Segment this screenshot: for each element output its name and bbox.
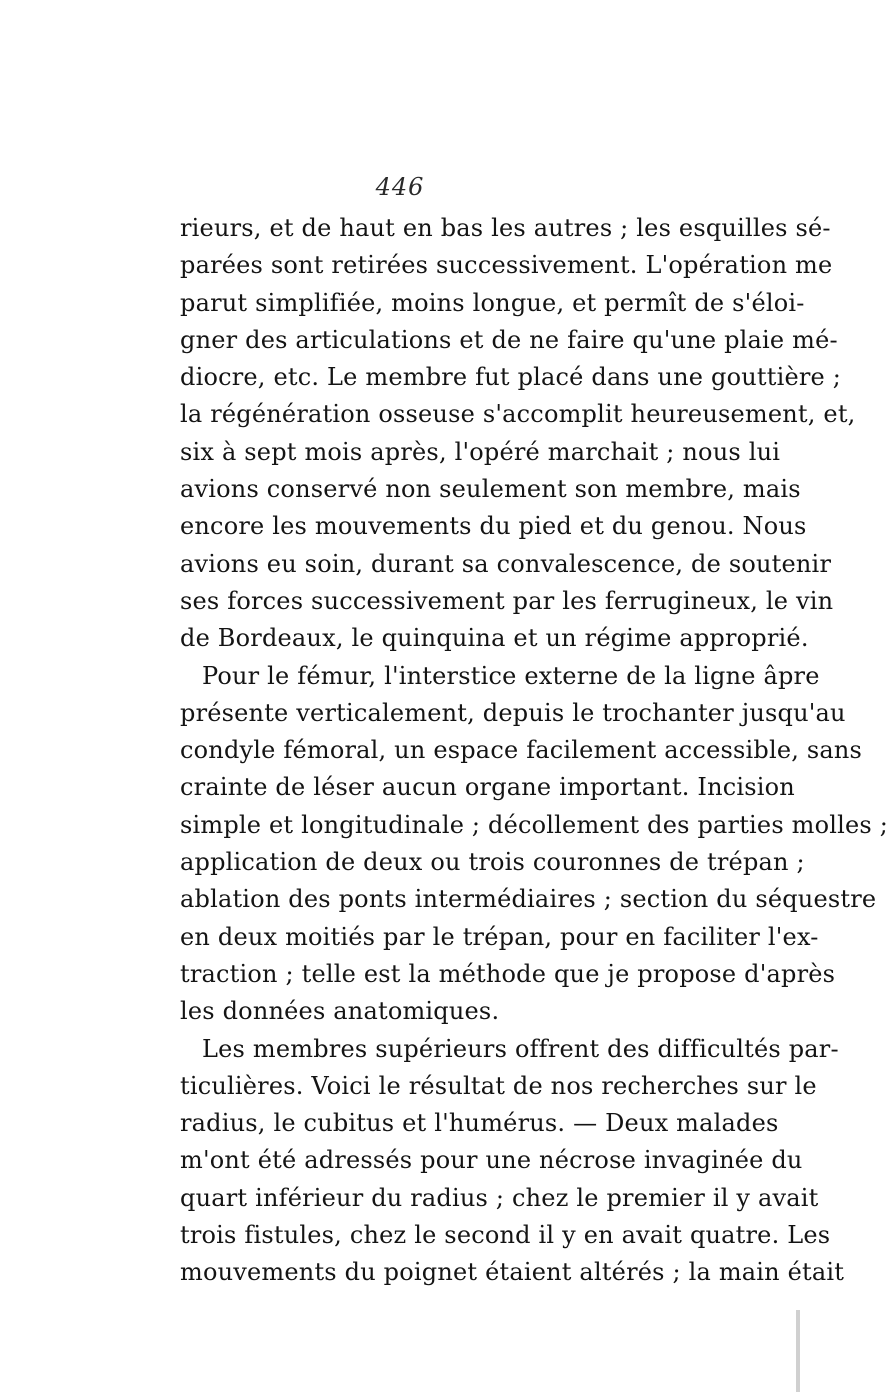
text-line: en deux moitiés par le trépan, pour en faciliter l'ex- — [180, 922, 819, 951]
text-line: parut simplifiée, moins longue, et permît de s'éloi- — [180, 288, 805, 317]
text-line: radius, le cubitus et l'humérus. — Deux malades — [180, 1109, 779, 1138]
text-line: présente verticalement, depuis le trochanter jusqu'au — [180, 698, 846, 727]
text-line: ses forces successivement par les ferrugineux, le vin — [180, 586, 834, 615]
text-line: quart inférieur du radius ; chez le premier il y avait — [180, 1183, 819, 1212]
text-line: encore les mouvements du pied et du genou. Nous — [180, 512, 807, 541]
text-line: mouvements du poignet étaient altérés ; la main était — [180, 1258, 845, 1287]
text-line: gner des articulations et de ne faire qu'une plaie mé- — [180, 325, 838, 354]
text-line: diocre, etc. Le membre fut placé dans une gouttière ; — [180, 363, 842, 392]
text-line: Les membres supérieurs offrent des difficultés par- — [202, 1034, 839, 1063]
text-line: parées sont retirées successivement. L'opération me — [180, 251, 833, 280]
text-line: simple et longitudinale ; décollement des parties molles ; — [180, 810, 888, 839]
text-line: la régénération osseuse s'accomplit heureusement, et, — [180, 400, 856, 429]
text-line: de Bordeaux, le quinquina et un régime approprié. — [180, 624, 809, 653]
text-line: rieurs, et de haut en bas les autres ; les esquilles sé- — [180, 214, 831, 242]
page-edge-shadow — [796, 1310, 800, 1392]
text-line: m'ont été adressés pour une nécrose invaginée du — [180, 1146, 803, 1175]
text-line: traction ; telle est la méthode que je propose d'après — [180, 959, 836, 988]
text-line: six à sept mois après, l'opéré marchait ; nous lui — [180, 437, 781, 466]
text-line: ticulières. Voici le résultat de nos recherches sur le — [180, 1071, 817, 1100]
text-line: application de deux ou trois couronnes de trépan ; — [180, 848, 805, 877]
body-text — [180, 210, 888, 1292]
text-line: trois fistules, chez le second il y en avait quatre. Les — [180, 1221, 831, 1250]
text-line: les données anatomiques. — [180, 997, 500, 1026]
text-line: condyle fémoral, un espace facilement accessible, sans — [180, 736, 863, 765]
text-line: ablation des ponts intermédiaires ; section du séquestre — [180, 885, 877, 914]
text-line: avions eu soin, durant sa convalescence, de soutenir — [180, 549, 832, 578]
page-number: 446 — [375, 173, 425, 201]
text-line: crainte de léser aucun organe important. Incision — [180, 773, 795, 802]
text-line: avions conservé non seulement son membre, mais — [180, 475, 801, 504]
text-line: Pour le fémur, l'interstice externe de la ligne âpre — [202, 661, 820, 690]
